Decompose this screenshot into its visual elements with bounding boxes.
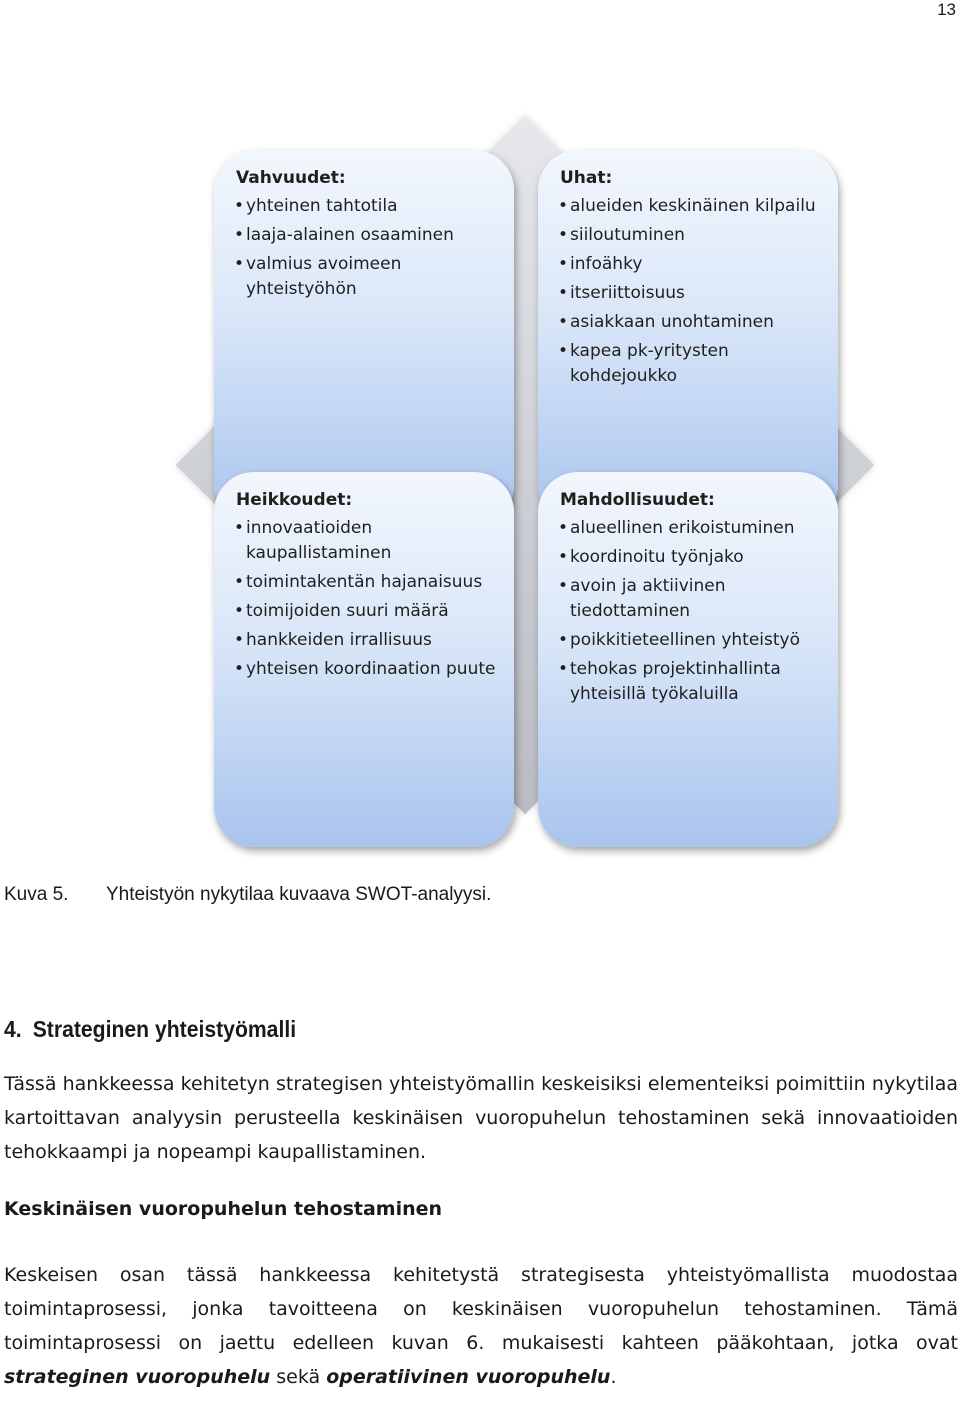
figure-caption: [4, 884, 491, 906]
list-item: • koordinoitu työnjako: [560, 545, 822, 570]
caption-text: Yhteistyön nykytilaa kuvaava SWOT-analyysi.: [106, 884, 492, 905]
list-item: • laaja-alainen osaaminen: [236, 223, 498, 248]
opportunities-list: [560, 516, 822, 707]
connector-word: sekä: [276, 1366, 321, 1388]
term-operative-dialogue: operatiivinen vuoropuhelu: [326, 1366, 611, 1388]
paragraph-end: .: [610, 1366, 617, 1388]
list-item: • alueellinen erikoistuminen: [560, 516, 822, 541]
list-item: • innovaatioiden kaupallistaminen: [236, 516, 498, 566]
list-item: • valmius avoimeen yhteistyöhön: [236, 252, 498, 302]
section-heading: [4, 1016, 296, 1043]
threats-box: [538, 150, 838, 525]
strengths-title: Vahvuudet:: [236, 168, 346, 188]
list-item: • hankkeiden irrallisuus: [236, 628, 498, 653]
subsection-heading: Keskinäisen vuoropuhelun tehostaminen: [4, 1198, 443, 1220]
list-item: • yhteinen tahtotila: [236, 194, 498, 219]
strengths-list: [236, 194, 498, 302]
list-item: • toimintakentän hajanaisuus: [236, 570, 498, 595]
weaknesses-box: [214, 472, 514, 847]
threats-list: [560, 194, 822, 389]
term-strategic-dialogue: strateginen vuoropuhelu: [4, 1366, 271, 1388]
list-item: • infoähky: [560, 252, 822, 277]
section-number: 4.: [4, 1016, 22, 1042]
list-item: • siiloutuminen: [560, 223, 822, 248]
list-item: • poikkitieteellinen yhteistyö: [560, 628, 822, 653]
caption-label: Kuva 5.: [4, 884, 69, 905]
paragraph-text: Keskeisen osan tässä hankkeessa kehitetystä strategisesta yhteistyömallista muodostaa toimintaprosessi, jonka tavoitteena on keskinäisen vuoropuhelun tehostaminen. Tämä toimintaprosessi on jaettu edelleen kuvan 6. mukaisesti kahteen pääkohtaan, jotka ovat: [4, 1264, 958, 1354]
opportunities-box: [538, 472, 838, 847]
subsection-paragraph: [4, 1258, 958, 1394]
swot-diagram: [130, 70, 920, 860]
list-item: • avoin ja aktiivinen tiedottaminen: [560, 574, 822, 624]
list-item: • alueiden keskinäinen kilpailu: [560, 194, 822, 219]
list-item: • tehokas projektinhallinta yhteisillä työkaluilla: [560, 657, 822, 707]
weaknesses-title: Heikkoudet:: [236, 490, 353, 510]
list-item: • toimijoiden suuri määrä: [236, 599, 498, 624]
list-item: • kapea pk-yritysten kohdejoukko: [560, 339, 822, 389]
list-item: • yhteisen koordinaation puute: [236, 657, 498, 682]
list-item: • asiakkaan unohtaminen: [560, 310, 822, 335]
section-paragraph: Tässä hankkeessa kehitetyn strategisen yhteistyömallin keskeisiksi elementeiksi poimittiin nykytilaa kartoittavan analyysin perusteella keskinäisen vuoropuhelun tehostaminen sekä innovaatioiden tehokkaampi ja nopeampi kaupallistaminen.: [4, 1073, 958, 1163]
section-title: Strateginen yhteistyömalli: [32, 1016, 297, 1042]
weaknesses-list: [236, 516, 498, 682]
threats-title: Uhat:: [560, 168, 613, 188]
opportunities-title: Mahdollisuudet:: [560, 490, 715, 510]
page-number: 13: [937, 0, 956, 19]
list-item: • itseriittoisuus: [560, 281, 822, 306]
strengths-box: [214, 150, 514, 525]
